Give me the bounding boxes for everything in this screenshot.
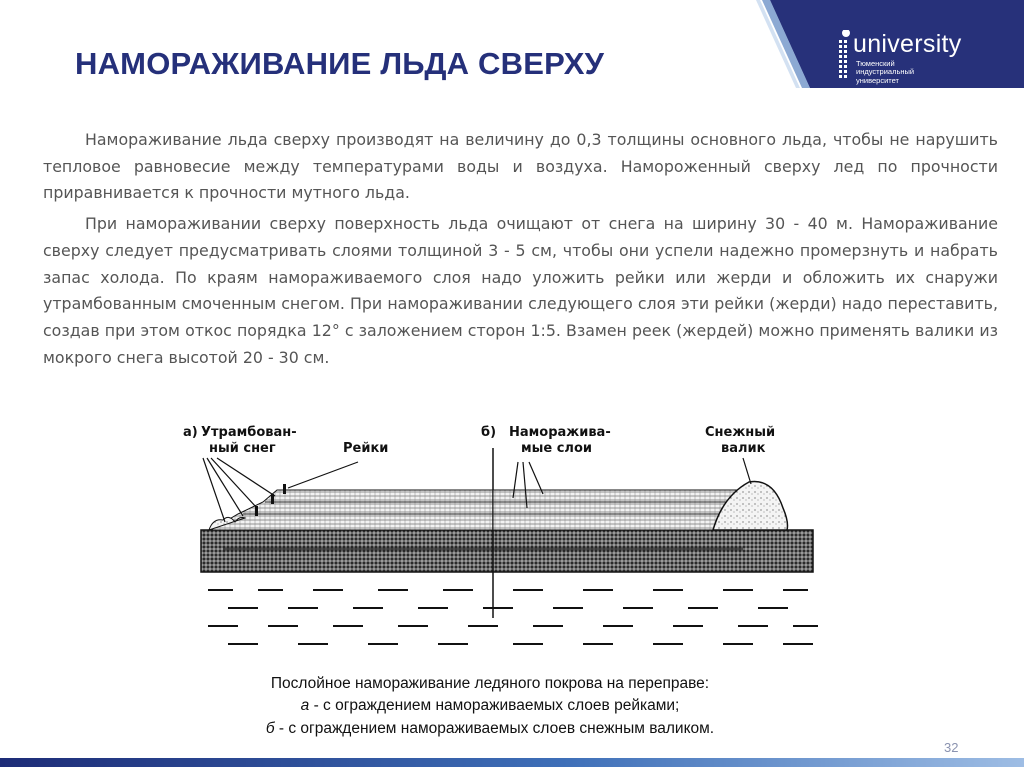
body-paragraph: Намораживание льда сверху производят на величину до 0,3 толщины основного льда, чтобы не нарушить тепловое равновесие между температурами воды и воздуха. Намороженный сверху лед по прочности приравнивается к прочности мутного льда. — [43, 130, 998, 203]
logo-subtitle — [856, 60, 946, 85]
figure-label-b: б) — [481, 425, 497, 440]
caption-text: - с ограждением намораживаемых слоев рейками; — [309, 697, 680, 715]
caption-line — [170, 695, 810, 717]
university-logo-icon — [835, 30, 853, 88]
rail-marker — [283, 484, 286, 494]
logo-subtitle-line: Тюменский — [856, 59, 895, 68]
snow-roll — [713, 482, 788, 530]
figure-label-a: а) — [183, 425, 198, 440]
slide-title: НАМОРАЖИВАНИЕ ЛЬДА СВЕРХУ — [75, 46, 605, 81]
caption-text: - с ограждением намораживаемых слоев снежным валиком. — [274, 719, 715, 737]
water-lines — [208, 590, 818, 644]
figure-label-frozen-layers: Наморажива- — [509, 425, 611, 440]
footer-bar — [0, 758, 1024, 767]
figure-label-snow-roll: валик — [721, 441, 766, 456]
caption-letter: а — [300, 697, 310, 715]
page-number: 32 — [944, 740, 959, 755]
figure-label-rails: Рейки — [343, 441, 389, 456]
figure-label-frozen-layers: мые слои — [521, 441, 592, 456]
figure-label-snow-roll: Снежный — [705, 425, 776, 440]
body-text — [43, 127, 998, 371]
caption-letter: б — [265, 719, 275, 737]
logo-subtitle-line: университет — [856, 75, 899, 85]
figure-label-compacted-snow: Утрамбован- — [201, 425, 297, 440]
caption-line — [170, 718, 810, 740]
figure-caption — [170, 673, 810, 740]
figure-label-compacted-snow: ный снег — [209, 441, 276, 456]
logo-wordmark: university — [853, 30, 962, 58]
ice-layering-diagram — [183, 418, 833, 663]
caption-line: Послойное намораживание ледяного покрова на переправе: — [270, 675, 710, 692]
frozen-layer-b — [493, 490, 748, 530]
body-paragraph: При намораживании сверху поверхность льда очищают от снега на ширину 30 - 40 м. Намораживание сверху следует предусматривать слоями толщиной 3 - 5 см, чтобы они успели надежно промерзнуть и набрать запас холода. По краям намораживаемого слоя надо уложить рейки или жерди и обложить их снаружи утрамбованным смоченным снегом. При намораживании следующего слоя эти рейки (жерди) надо переставить, создав при этом откос порядка 12° с заложением сторон 1:5. Взамен реек (жердей) можно применять валики из мокрого снега высотой 20 - 30 см. — [43, 214, 998, 367]
frozen-layer-a — [211, 490, 493, 530]
main-ice-layer — [201, 530, 813, 572]
logo-subtitle-line: индустриальный — [856, 67, 915, 77]
